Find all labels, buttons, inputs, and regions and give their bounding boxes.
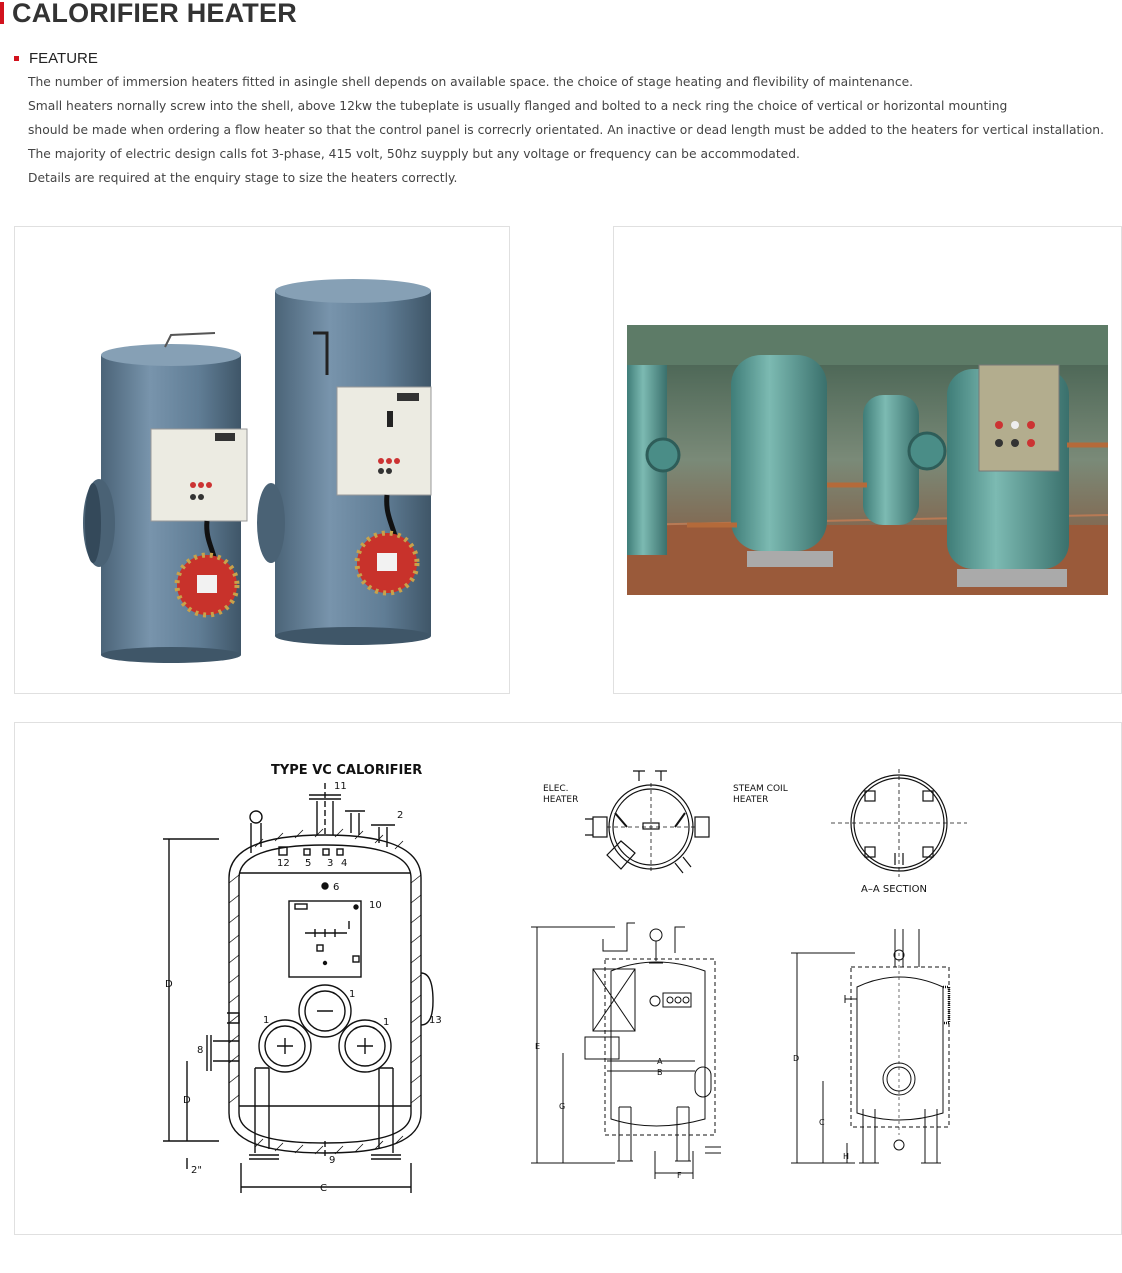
feature-heading-text: FEATURE [29, 50, 98, 67]
feature-heading [14, 50, 1104, 67]
plant-room-photo [627, 325, 1108, 595]
short-tank [83, 333, 247, 663]
feature-bullet-icon [14, 56, 19, 61]
elec-heater-label: ELEC. [543, 784, 569, 794]
label-5: 5 [305, 858, 312, 869]
dim-d-nozzle: D [183, 1095, 191, 1106]
feature-line: Small heaters nornally screw into the shell, above 12kw the tubeplate is usually flanged and bolted to a neck ring the choice of vertical or horizontal mounting [28, 99, 1008, 113]
elevation-electric-labels [535, 1042, 682, 1180]
product-photo-panel [14, 226, 510, 694]
calorifier-product-photo [75, 275, 455, 667]
label-10: 10 [369, 900, 382, 911]
technical-drawing-panel [14, 722, 1122, 1235]
title-accent-mark [0, 2, 4, 24]
elevation-electric-drawing [531, 923, 721, 1179]
steam-coil-heater-label: HEATER [733, 795, 769, 805]
dim-two-inch: 2" [191, 1165, 202, 1176]
label-11: 11 [334, 781, 347, 792]
dim-d-overall: D [165, 979, 173, 990]
steam-coil-heater-label: STEAM COIL [733, 784, 788, 794]
dim-f: F [677, 1171, 682, 1180]
feature-line: Details are required at the enquiry stage to size the heaters correctly. [28, 171, 458, 185]
label-6: 6 [333, 882, 340, 893]
vc-calorifier-vessel [163, 783, 433, 1193]
installation-photo-panel [613, 226, 1122, 694]
elec-heater-label: HEATER [543, 795, 579, 805]
label-2: 2 [397, 810, 404, 821]
drawing-title: TYPE VC CALORIFIER [271, 763, 423, 778]
dim-e: E [535, 1042, 541, 1051]
label-1: 1 [263, 1015, 270, 1026]
a-a-section-drawing [831, 769, 967, 877]
dim-g: G [559, 1102, 566, 1111]
feature-line: should be made when ordering a flow heater so that the control panel is correcrly orientated. An inactive or dead length must be added to the heaters for vertical installation. [28, 123, 1105, 137]
dim-d: D [793, 1054, 800, 1063]
tall-tank [257, 279, 431, 645]
dim-b: B [657, 1068, 663, 1077]
label-3: 3 [327, 858, 334, 869]
label-9: 9 [329, 1155, 336, 1166]
dim-c: C [320, 1183, 327, 1194]
label-1: 1 [349, 989, 356, 1000]
label-8: 8 [197, 1045, 204, 1056]
elevation-steam-labels [793, 1054, 849, 1161]
elevation-steam-drawing [791, 929, 949, 1163]
dim-h: H [843, 1152, 850, 1161]
dim-c-small: C [819, 1118, 825, 1127]
feature-text [28, 73, 1104, 193]
label-12: 12 [277, 858, 290, 869]
page-title: CALORIFIER HEATER [12, 0, 297, 28]
type-vc-calorifier-drawing [15, 723, 1121, 1234]
label-1: 1 [383, 1017, 390, 1028]
plan-view-drawing [585, 771, 709, 873]
label-4: 4 [341, 858, 348, 869]
feature-section [14, 50, 1104, 193]
feature-line: The number of immersion heaters fitted in asingle shell depends on available space. the choice of stage heating and flevibility of maintenance. [28, 75, 914, 89]
dim-a: A [657, 1057, 663, 1066]
a-a-section-label: A–A SECTION [861, 884, 927, 895]
feature-line: The majority of electric design calls fot 3-phase, 415 volt, 50hz suypply but any voltage or frequency can be accommodated. [28, 147, 800, 161]
page-title-bar [0, 0, 297, 26]
label-13: 13 [429, 1015, 442, 1026]
